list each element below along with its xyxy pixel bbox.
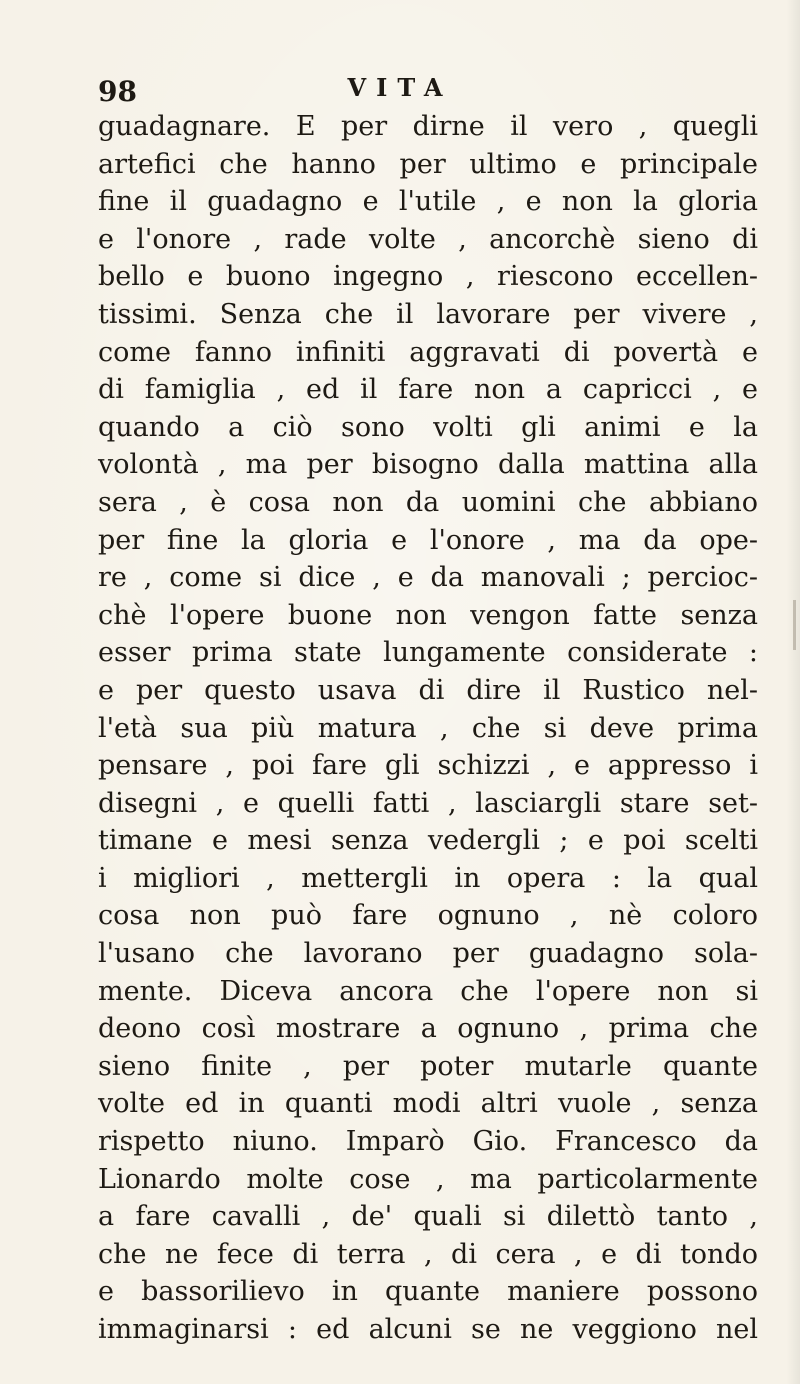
text-line: quando a ciò sono volti gli animi e la (98, 411, 758, 443)
text-line: disegni , e quelli fatti , lasciargli stare set- (98, 787, 758, 819)
text-line: chè l'opere buone non vengon fatte senza (98, 599, 758, 631)
text-line: pensare , poi fare gli schizzi , e appresso i (98, 750, 758, 782)
running-head: VITA (347, 73, 453, 102)
text-line: rispetto niuno. Imparò Gio. Francesco da (98, 1126, 758, 1158)
text-line: deono così mostrare a ognuno , prima che (98, 1013, 758, 1045)
text-line: di famiglia , ed il fare non a capricci , e (98, 374, 758, 406)
text-line: i migliori , mettergli in opera : la qual (98, 862, 758, 894)
text-line: e bassorilievo in quante maniere possono (98, 1276, 758, 1308)
text-line: tissimi. Senza che il lavorare per vivere , (98, 298, 758, 330)
text-line: e l'onore , rade volte , ancorchè sieno di (98, 223, 758, 255)
text-line: a fare cavalli , de' quali si dilettò tanto , (98, 1201, 758, 1233)
text-line: Lionardo molte cose , ma particolarmente (98, 1163, 758, 1195)
text-line: fine il guadagno e l'utile , e non la gloria (98, 186, 758, 218)
text-line: esser prima state lungamente considerate : (98, 637, 758, 669)
text-line: come fanno infiniti aggravati di povertà e (98, 336, 758, 368)
text-line: volontà , ma per bisogno dalla mattina alla (98, 449, 758, 481)
text-line: mente. Diceva ancora che l'opere non si (98, 975, 758, 1007)
text-line: timane e mesi senza vedergli ; e poi scelti (98, 825, 758, 857)
text-line: volte ed in quanti modi altri vuole , senza (98, 1088, 758, 1120)
text-line: l'età sua più matura , che si deve prima (98, 712, 758, 744)
text-line: che ne fece di terra , di cera , e di tondo (98, 1238, 758, 1270)
text-line: immaginarsi : ed alcuni se ne veggiono nel (98, 1314, 758, 1345)
text-line: sera , è cosa non da uomini che abbiano (98, 486, 758, 518)
page-edge-shadow (786, 0, 800, 1384)
text-line: cosa non può fare ognuno , nè coloro (98, 900, 758, 932)
text-line: re , come si dice , e da manovali ; percioc- (98, 562, 758, 594)
text-line: artefici che hanno per ultimo e principale (98, 148, 758, 180)
text-line: guadagnare. E per dirne il vero , quegli (98, 111, 758, 142)
text-line: e per questo usava di dire il Rustico nel- (98, 674, 758, 706)
text-line: sieno finite , per poter mutarle quante (98, 1050, 758, 1082)
text-line: per fine la gloria e l'onore , ma da ope- (98, 524, 758, 556)
body-text (98, 108, 758, 1349)
text-line: l'usano che lavorano per guadagno sola- (98, 938, 758, 970)
page-number: 98 (98, 75, 137, 108)
text-line: bello e buono ingegno , riescono eccellen- (98, 261, 758, 293)
